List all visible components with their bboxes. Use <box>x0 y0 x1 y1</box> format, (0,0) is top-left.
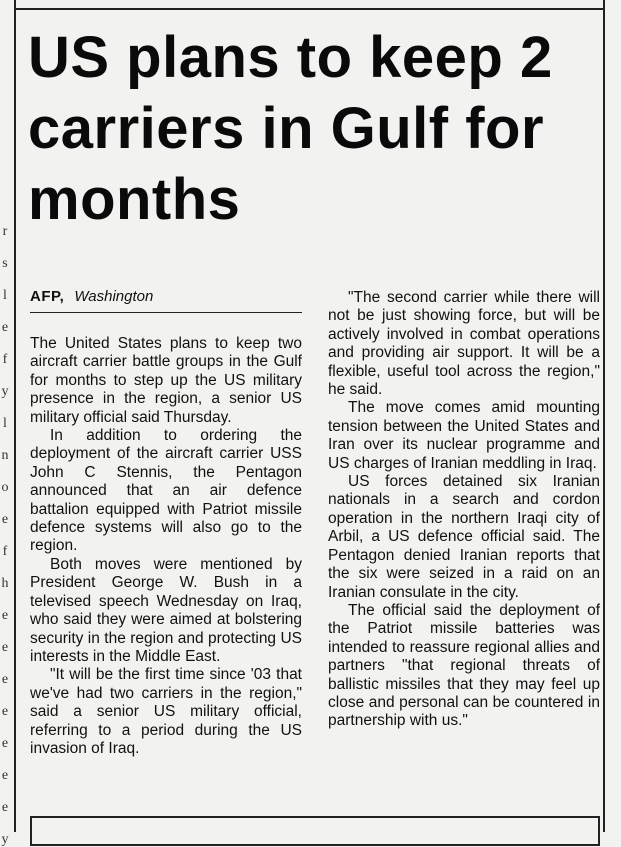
fragment-letter: e <box>1 672 9 687</box>
fragment-letter: h <box>1 576 9 591</box>
article-column-left <box>30 288 302 758</box>
next-article-box <box>30 816 600 846</box>
article-paragraph: Both moves were mentioned by President George W. Bush in a televised speech Wednesday on Iraq, who said they were aimed at bolstering security in the region and protecting US interests in the Middle East. <box>30 555 302 665</box>
top-rule <box>16 8 604 10</box>
fragment-letter: e <box>1 704 9 719</box>
fragment-letter: y <box>1 384 9 399</box>
byline <box>30 288 302 313</box>
fragment-letter: l <box>3 416 7 431</box>
adjacent-article-fragment <box>0 225 10 847</box>
fragment-letter: e <box>1 768 9 783</box>
byline-agency: AFP, <box>30 288 65 305</box>
article-paragraph: "It will be the first time since '03 that we've had two carriers in the region," said a senior US military official, referring to a period during the US invasion of Iraq. <box>30 666 302 757</box>
fragment-letter: e <box>1 800 9 815</box>
fragment-letter: f <box>2 352 8 367</box>
left-column-rule <box>14 0 16 832</box>
fragment-letter: e <box>1 640 9 655</box>
article-paragraph: US forces detained six Iranian nationals in a search and cordon operation in the northern Iraqi city of Arbil, a US defence official said. The Pentagon denied Iranian reports that the six were seized in a raid on an Iranian consulate in the city. <box>328 473 600 601</box>
headline: US plans to keep 2 carriers in Gulf for months <box>28 25 553 232</box>
fragment-letter: e <box>1 320 9 335</box>
fragment-letter: e <box>1 608 9 623</box>
fragment-letter: y <box>1 832 9 847</box>
right-rule <box>603 0 605 832</box>
fragment-letter: e <box>1 736 9 751</box>
fragment-letter: n <box>1 448 9 463</box>
fragment-letter: f <box>2 544 8 559</box>
article-paragraph: The United States plans to keep two aircraft carrier battle groups in the Gulf for months to step up the US military presence in the region, a senior US military official said Thursday. <box>30 335 302 426</box>
article-paragraph: The official said the deployment of the Patriot missile batteries was intended to reassure regional allies and partners "that regional threats of ballistic missiles that they may feel up close and personal can be countered in partnership with us." <box>328 601 600 730</box>
byline-dateline: Washington <box>74 288 154 305</box>
fragment-letter: o <box>1 480 9 495</box>
fragment-letter: s <box>2 256 8 271</box>
article-paragraph: "The second carrier while there will not be just showing force, but will be actively involved in combat operations and providing air support. It will be a flexible, useful tool across the region," he said. <box>328 289 600 399</box>
article-paragraph: In addition to ordering the deployment of the aircraft carrier USS John C Stennis, the Pentagon announced that an air defence battalion equipped with Patriot missile defence systems will also go to the region. <box>30 427 302 555</box>
article-column-right <box>328 289 600 731</box>
fragment-letter: e <box>1 512 9 527</box>
fragment-letter: r <box>2 224 8 239</box>
article-paragraph: The move comes amid mounting tension between the United States and Iran over its nuclear programme and US charges of Iranian meddling in Iraq. <box>328 399 600 472</box>
fragment-letter: l <box>3 288 7 303</box>
